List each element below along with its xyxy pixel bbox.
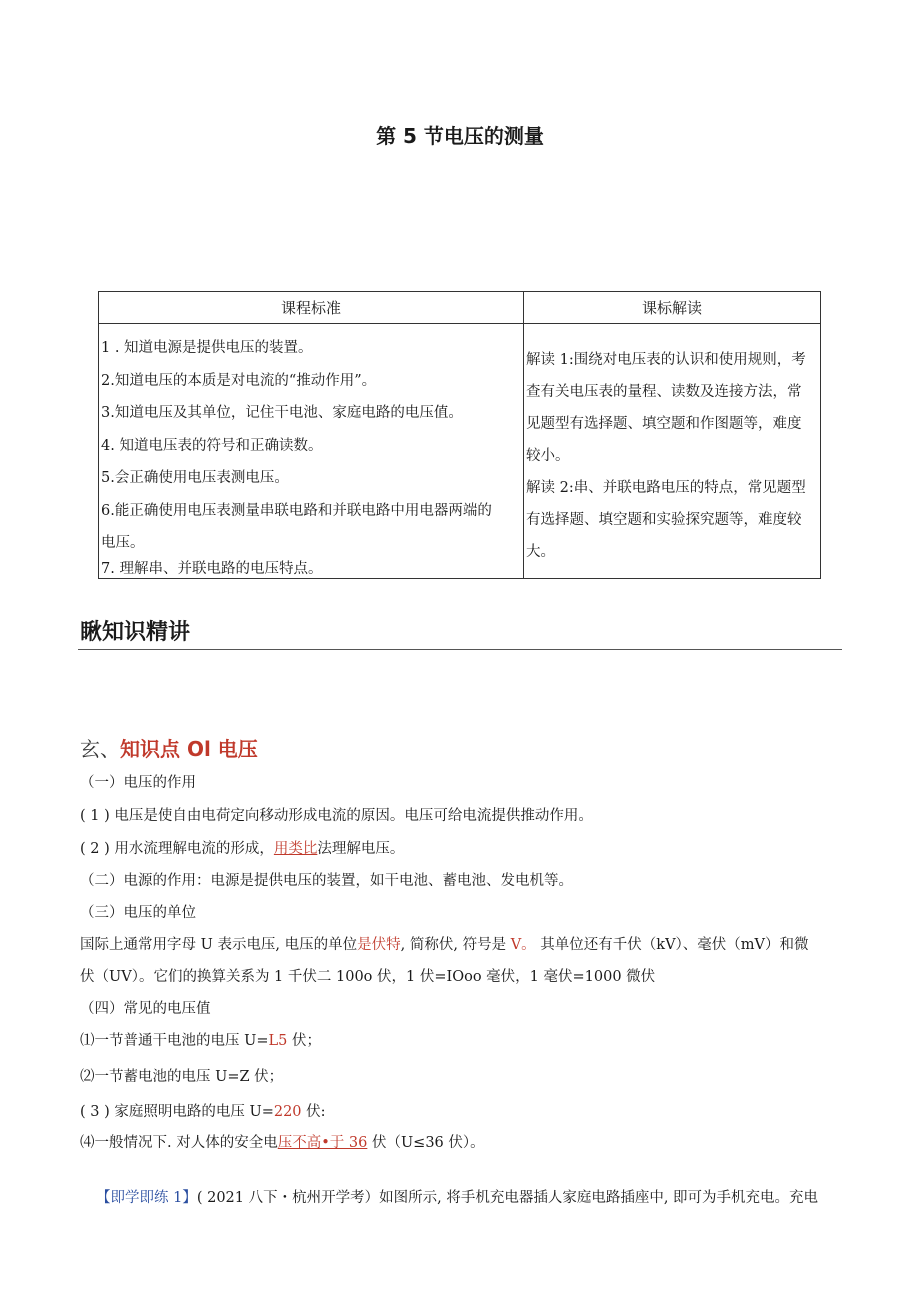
- practice-label: 【即学即练 1】: [96, 1190, 197, 1206]
- paragraph-3-start: 国际上通常用字母 U 表示电压, 电压的单位: [80, 937, 358, 953]
- value-safe-voltage: [80, 1131, 485, 1152]
- knowledge-point-prefix: 玄、: [80, 737, 120, 761]
- interpretation-line: 有选择题、填空题和实验探究题等，难度较: [526, 512, 802, 528]
- practice-exercise: [96, 1186, 818, 1207]
- value-3-end: 伏:: [301, 1104, 326, 1120]
- paragraph-2-fa: 法: [317, 841, 332, 857]
- practice-text: ( 2021 八下・杭州开学考）如图所示, 将手机充电器插人家庭电路插座中, 即可为手机充电。充电: [196, 1190, 819, 1206]
- subheading-common-values: （四）常见的电压值: [80, 1001, 211, 1017]
- safe-voltage-answer: 压不高•于 36: [277, 1135, 368, 1151]
- value-dry-battery: [80, 1029, 321, 1050]
- interpretation-line: 解读 2:串、并联电路电压的特点，常见题型: [526, 480, 806, 496]
- header-interpretation: 课标解读: [524, 292, 821, 324]
- subheading-voltage-unit: （三）电压的单位: [80, 905, 196, 921]
- subheading-voltage-function: （一）电压的作用: [80, 775, 196, 791]
- household-answer: 220: [273, 1104, 302, 1120]
- interpretation-line: 查有关电压表的量程、读数及连接方法，常: [526, 384, 802, 400]
- value-1-end: 伏；: [287, 1033, 321, 1049]
- standard-item: 3.知道电压及其单位，记住干电池、家庭电路的电压值。: [101, 405, 463, 421]
- interpretation-line: 较小。: [526, 448, 570, 464]
- value-3-start: ( 3 ) 家庭照明电路的电压 U=: [80, 1104, 274, 1120]
- standard-item: 1 . 知道电源是提供电压的装置。: [101, 340, 313, 356]
- header-course-standard: 课程标准: [99, 292, 524, 324]
- table-header-row: [99, 292, 821, 324]
- standard-item: 6.能正确使用电压表测量串联电路和并联电路中用电器两端的: [101, 502, 492, 519]
- curriculum-table: [98, 291, 821, 579]
- analogy-answer: 用类比: [273, 841, 318, 857]
- standard-item: 4. 知道电压表的符号和正确读数。: [101, 437, 323, 454]
- knowledge-point-title: [80, 733, 258, 762]
- symbol-answer: V。: [510, 937, 536, 953]
- interpretation-cell: [524, 324, 821, 579]
- standard-item: 2.知道电压的本质是对电流的“推动作用”。: [101, 372, 377, 389]
- value-household-circuit: [80, 1100, 326, 1121]
- paragraph-1: ( 1 ) 电压是使自由电荷定向移动形成电流的原因。电压可给电流提供推动作用。: [80, 808, 593, 824]
- standard-item: 5.会正确使用电压表测电压。: [101, 470, 289, 486]
- interpretation-line: 大。: [526, 544, 555, 560]
- dry-battery-answer: L5: [268, 1033, 288, 1049]
- subheading-power-source: （二）电源的作用：电源是提供电压的装置，如干电池、蓄电池、发电机等。: [80, 873, 573, 889]
- value-4-start: ⑷一般情况下. 对人体的安全电: [80, 1135, 278, 1151]
- value-4-end: 伏（U≤36 伏）。: [367, 1135, 485, 1151]
- page-title: 第 5 节电压的测量: [376, 124, 544, 148]
- paragraph-2: [80, 837, 404, 858]
- standards-cell: [99, 324, 524, 579]
- value-storage-battery: ⑵一节蓄电池的电压 U=Z 伏；: [80, 1069, 284, 1085]
- paragraph-3-mid: , 简称伏, 符号是: [400, 937, 511, 953]
- standard-item: 电压。: [101, 535, 145, 551]
- interpretation-line: 解读 1:围绕对电压表的认识和使用规则，考: [526, 352, 806, 368]
- interpretation-line: 见题型有选择题、填空题和作图题等，难度: [526, 416, 802, 432]
- value-1-start: ⑴一节普通干电池的电压 U=: [80, 1033, 269, 1049]
- table-content-row: [99, 324, 821, 579]
- knowledge-point-text: 知识点 Ol 电压: [120, 737, 258, 761]
- paragraph-3: [80, 933, 809, 954]
- paragraph-3-end: 其单位还有千伏（kV）、毫伏（mV）和微: [535, 937, 809, 953]
- paragraph-2-end: 理解电压。: [331, 841, 405, 857]
- paragraph-2-start: ( 2 ) 用水流理解电流的形成，: [80, 841, 274, 857]
- unit-answer: 是伏特: [357, 937, 401, 953]
- paragraph-4: 伏（UV）。它们的换算关系为 1 千伏二 100o 伏，1 伏=IOoo 毫伏，1 毫伏=1000 微伏: [80, 969, 656, 985]
- section-heading: 瞅知识精讲: [80, 620, 191, 645]
- section-divider: [78, 649, 842, 650]
- standard-item: 7. 理解串、并联电路的电压特点。: [101, 560, 323, 576]
